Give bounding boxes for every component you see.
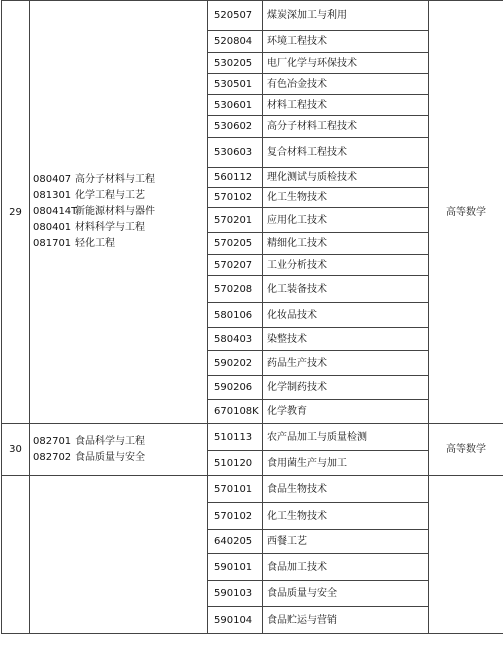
table-body [2, 1, 503, 634]
vocational-major-code: 570205 [208, 233, 263, 255]
undergraduate-major-code: 082702 [33, 451, 72, 463]
vocational-major-code: 530501 [208, 74, 263, 95]
vocational-major-code: 510120 [208, 451, 263, 476]
vocational-major-name: 有色冶金技术 [263, 74, 429, 95]
vocational-major-code: 670108K [208, 400, 263, 424]
vocational-major-code: 560112 [208, 168, 263, 188]
vocational-major-name: 化学教育 [263, 400, 429, 424]
undergraduate-major [33, 450, 207, 466]
undergraduate-major [33, 434, 207, 450]
vocational-major-name: 食品加工技术 [263, 554, 429, 581]
table-row [2, 1, 503, 31]
exam-subject: 高等数学 [429, 424, 503, 476]
vocational-major-name: 农产品加工与质量检测 [263, 424, 429, 451]
vocational-major-name: 化工生物技术 [263, 188, 429, 208]
exam-subject [429, 476, 503, 634]
vocational-major-code: 520804 [208, 31, 263, 53]
undergraduate-major-code: 080407 [33, 174, 72, 185]
vocational-major-code: 590103 [208, 581, 263, 607]
vocational-major-name: 化工装备技术 [263, 276, 429, 303]
vocational-major-name: 化工生物技术 [263, 503, 429, 530]
vocational-major-name: 化学制药技术 [263, 376, 429, 400]
vocational-major-code: 530602 [208, 116, 263, 138]
undergraduate-major-code: 081301 [33, 190, 72, 201]
vocational-major-code: 590202 [208, 351, 263, 376]
vocational-major-code: 510113 [208, 424, 263, 451]
vocational-major-name: 食品生物技术 [263, 476, 429, 503]
vocational-major-code: 570102 [208, 503, 263, 530]
vocational-major-code: 570101 [208, 476, 263, 503]
vocational-major-name: 药品生产技术 [263, 351, 429, 376]
undergraduate-major-code: 082701 [33, 435, 72, 447]
undergraduate-major-name: 食品质量与安全 [75, 451, 145, 463]
vocational-major-name: 食品贮运与营销 [263, 607, 429, 634]
table-row [2, 424, 503, 451]
vocational-major-code: 530205 [208, 53, 263, 74]
undergraduate-majors-cell [30, 1, 208, 424]
vocational-major-name: 煤炭深加工与利用 [263, 1, 429, 31]
undergraduate-major [33, 204, 207, 220]
vocational-major-name: 工业分析技术 [263, 255, 429, 276]
group-number: 29 [2, 1, 30, 424]
undergraduate-major-name: 高分子材料与工程 [75, 174, 155, 185]
major-mapping-table [1, 0, 503, 634]
vocational-major-code: 530603 [208, 138, 263, 168]
undergraduate-majors-cell [30, 476, 208, 634]
vocational-major-name: 应用化工技术 [263, 208, 429, 233]
vocational-major-code: 570208 [208, 276, 263, 303]
undergraduate-major-code: 081701 [33, 238, 72, 249]
vocational-major-name: 高分子材料工程技术 [263, 116, 429, 138]
undergraduate-major-name: 化学工程与工艺 [75, 190, 145, 201]
vocational-major-code: 580403 [208, 328, 263, 351]
undergraduate-major [33, 236, 207, 252]
undergraduate-majors-cell [30, 424, 208, 476]
vocational-major-name: 电厂化学与环保技术 [263, 53, 429, 74]
vocational-major-name: 精细化工技术 [263, 233, 429, 255]
group-number [2, 476, 30, 634]
vocational-major-name: 食品质量与安全 [263, 581, 429, 607]
exam-subject: 高等数学 [429, 1, 503, 424]
vocational-major-code: 530601 [208, 95, 263, 116]
undergraduate-major [33, 220, 207, 236]
undergraduate-major-name: 材料科学与工程 [75, 222, 145, 233]
vocational-major-code: 570207 [208, 255, 263, 276]
undergraduate-major-code: 080414T [33, 206, 78, 217]
vocational-major-code: 570201 [208, 208, 263, 233]
table-row [2, 476, 503, 503]
vocational-major-code: 590104 [208, 607, 263, 634]
vocational-major-name: 材料工程技术 [263, 95, 429, 116]
vocational-major-name: 环境工程技术 [263, 31, 429, 53]
undergraduate-major-name: 食品科学与工程 [75, 435, 145, 447]
vocational-major-name: 理化测试与质检技术 [263, 168, 429, 188]
vocational-major-code: 590101 [208, 554, 263, 581]
vocational-major-name: 化妆品技术 [263, 303, 429, 328]
vocational-major-name: 染整技术 [263, 328, 429, 351]
group-number: 30 [2, 424, 30, 476]
vocational-major-code: 520507 [208, 1, 263, 31]
undergraduate-major-name: 新能源材料与器件 [75, 206, 155, 217]
vocational-major-name: 西餐工艺 [263, 530, 429, 554]
undergraduate-major-code: 080401 [33, 222, 72, 233]
vocational-major-code: 580106 [208, 303, 263, 328]
vocational-major-code: 570102 [208, 188, 263, 208]
vocational-major-code: 640205 [208, 530, 263, 554]
vocational-major-code: 590206 [208, 376, 263, 400]
vocational-major-name: 复合材料工程技术 [263, 138, 429, 168]
undergraduate-major [33, 172, 207, 188]
vocational-major-name: 食用菌生产与加工 [263, 451, 429, 476]
undergraduate-major [33, 188, 207, 204]
undergraduate-major-name: 轻化工程 [75, 238, 115, 249]
